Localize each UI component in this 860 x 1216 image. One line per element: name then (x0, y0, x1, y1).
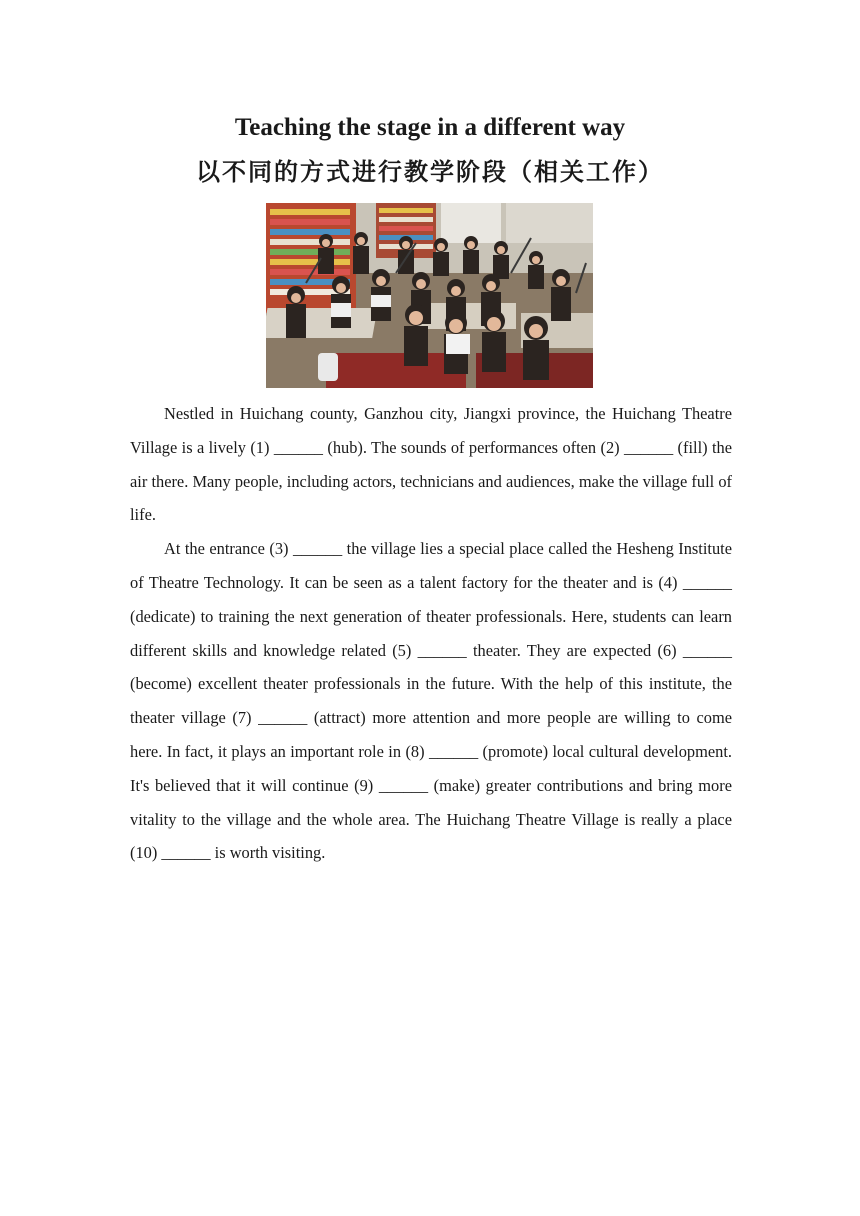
page-subtitle-chinese: 以不同的方式进行教学阶段（相关工作） (196, 158, 664, 186)
paragraph-1: Nestled in Huichang county, Ganzhou city, Jiangxi province, the Huichang Theatre Village is a lively (1) ______ (hub). The sounds of performances often (2) ______ (fill) the air there. Many people, including actors, technicians and audiences, make the village full of life. (130, 404, 732, 525)
classroom-group-photo-icon (266, 203, 593, 388)
paragraph-2: At the entrance (3) ______ the village lies a special place called the Hesheng Institute of Theatre Technology. It can be seen as a talent factory for the theater and is (4) ______ (dedicate) to training the next generation of theater professionals. Here, students can learn different skills and knowledge related (5) ______ theater. They are expected (6) ______ (become) excellent theater professionals in the future. With the help of this institute, the theater village (7) ______ (attract) more attention and more people are willing to come here. In fact, it plays an important role in (8) ______ (promote) local cultural development. It's believed that it will continue (9) ______ (make) greater contributions and bring more vitality to the village and the whole area. The Huichang Theatre Village is really a place (10) ______ is worth visiting. (130, 539, 732, 863)
classroom-photo (266, 203, 593, 388)
passage (130, 397, 732, 870)
page-title: Teaching the stage in a different way (234, 114, 626, 141)
